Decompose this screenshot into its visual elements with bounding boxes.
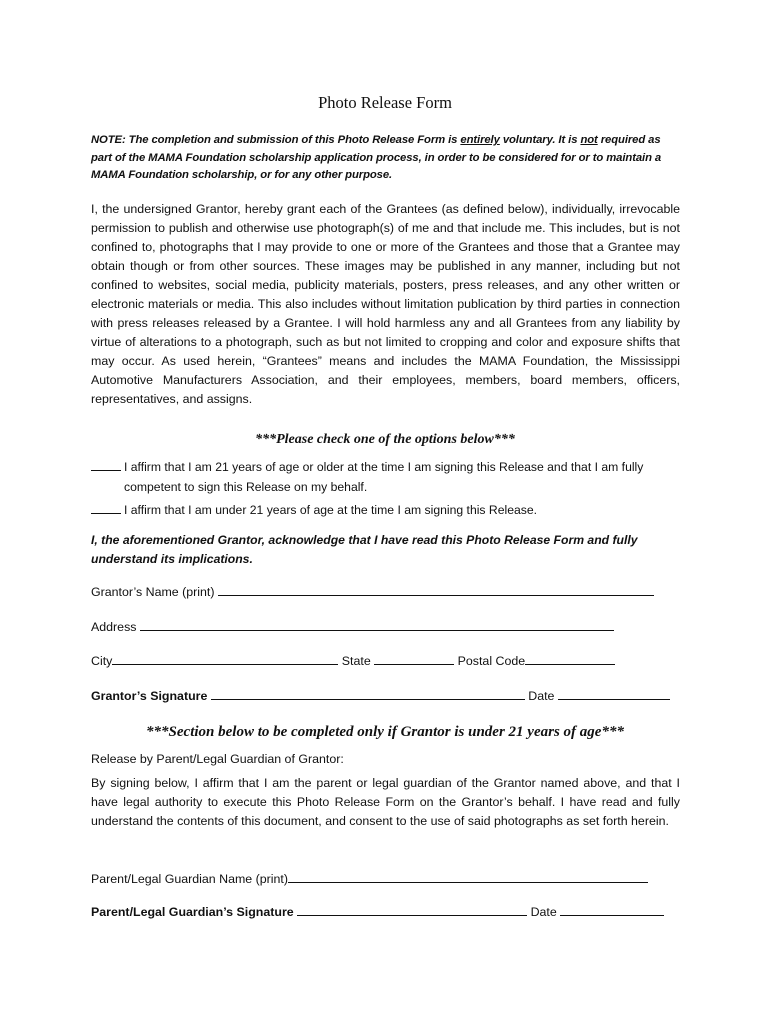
checkbox-blank-over-21[interactable]	[91, 459, 121, 471]
option-label: I affirm that I am under 21 years of age at the time I am signing this Release.	[124, 503, 538, 517]
date-label: Date	[528, 689, 555, 703]
option-21-or-older[interactable]	[91, 458, 681, 498]
address-field	[91, 617, 614, 637]
check-options-heading: ***Please check one of the options below***	[255, 432, 515, 447]
grantor-date-line[interactable]	[558, 686, 670, 700]
postal-code-input-line[interactable]	[525, 651, 615, 665]
address-label: Address	[91, 620, 137, 634]
postal-code-label: Postal Code	[457, 654, 526, 668]
state-label: State	[341, 654, 371, 668]
guardian-signature-line[interactable]	[297, 902, 527, 916]
grantor-name-input-line[interactable]	[218, 582, 654, 596]
option-label: I affirm that I am 21 years of age or older at the time I am signing this Release and that I am fully competent to sign this Release on my behalf.	[124, 460, 644, 494]
option-under-21[interactable]	[91, 501, 681, 521]
city-label: City	[91, 654, 113, 668]
grantor-name-field	[91, 582, 654, 602]
state-input-line[interactable]	[374, 651, 454, 665]
guardian-date-label: Date	[530, 905, 557, 919]
city-input-line[interactable]	[112, 651, 338, 665]
grantor-signature-field	[91, 686, 670, 706]
page-title: Photo Release Form	[318, 93, 452, 112]
guardian-section-heading: ***Section below to be completed only if Grantor is under 21 years of age***	[146, 724, 624, 740]
guardian-signature-field	[91, 902, 664, 922]
guardian-paragraph: By signing below, I affirm that I am the parent or legal guardian of the Grantor named above, and that I have legal authority to execute this Photo Release Form on the Grantor’s behalf. I have read and fully understand the contents of this document, and consent to the use of said photographs as set forth herein.	[91, 776, 680, 828]
guardian-release-title: Release by Parent/Legal Guardian of Grantor:	[91, 752, 344, 766]
guardian-date-line[interactable]	[560, 902, 664, 916]
guardian-name-label: Parent/Legal Guardian Name (print)	[91, 872, 288, 886]
grantor-name-label: Grantor’s Name (print)	[91, 585, 215, 599]
guardian-name-field	[91, 869, 648, 889]
city-state-postal-field	[91, 651, 615, 671]
guardian-signature-label: Parent/Legal Guardian’s Signature	[91, 905, 294, 919]
checkbox-blank-under-21[interactable]	[91, 502, 121, 514]
address-input-line[interactable]	[140, 617, 614, 631]
release-paragraph: I, the undersigned Grantor, hereby grant each of the Grantees (as defined below), individually, irrevocable permission to publish and otherwise use photograph(s) of me and that include me. This includes, but is not confined to, photographs that I may provide to one or more of the Grantees and those that a Grantee may obtain though or from other sources. These images may be published in any manner, including but not confined to websites, social media, publicity materials, posters, press releases, and any other written or electronic materials or media. This also includes without limitation publication by third parties in connection with press releases released by a Grantee. I will hold harmless any and all Grantees from any liability by virtue of alterations to a photograph, such as but not limited to cropping and color and exposure shifts that may occur. As used herein, “Grantees” means and includes the MAMA Foundation, the Mississippi Automotive Manufacturers Association, and their employees, members, board members, officers, representatives, and assigns.	[91, 202, 680, 406]
acknowledgment-statement: I, the aforementioned Grantor, acknowledge that I have read this Photo Release Form and fully understand its implications.	[91, 533, 638, 566]
grantor-signature-label: Grantor’s Signature	[91, 689, 208, 703]
guardian-name-input-line[interactable]	[288, 869, 648, 883]
voluntary-note: NOTE: The completion and submission of this Photo Release Form is entirely voluntary. It is not required as part of the MAMA Foundation scholarship application process, in order to be considered for or to maintain a MAMA Foundation scholarship, or for any other purpose.	[91, 134, 662, 181]
grantor-signature-line[interactable]	[211, 686, 525, 700]
